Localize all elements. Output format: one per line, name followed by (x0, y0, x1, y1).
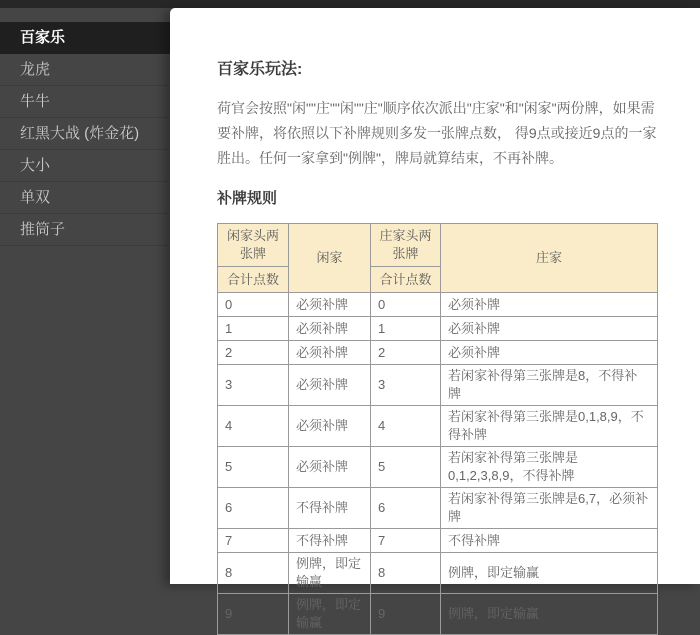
rules-section-title: 补牌规则 (217, 190, 278, 207)
banker-total-cell: 4 (371, 406, 441, 447)
banker-total-cell: 6 (371, 488, 441, 529)
player-rule-cell: 例牌，即定输赢 (289, 553, 371, 594)
player-total-cell: 8 (218, 553, 289, 594)
table-row (218, 553, 658, 594)
sidebar-item-odd-even[interactable]: 单双 (0, 182, 170, 214)
sidebar-item-baccarat[interactable]: 百家乐 (0, 22, 170, 54)
player-rule-cell: 不得补牌 (289, 529, 371, 553)
table-row (218, 406, 658, 447)
table-row (218, 293, 658, 317)
player-total-cell: 6 (218, 488, 289, 529)
header-banker-two-cards: 庄家头两张牌 (371, 224, 441, 267)
banker-rule-cell: 不得补牌 (441, 529, 658, 553)
banker-total-cell: 3 (371, 365, 441, 406)
banker-total-cell: 9 (371, 594, 441, 635)
player-total-cell: 0 (218, 293, 289, 317)
player-rule-cell: 必须补牌 (289, 406, 371, 447)
player-rule-cell: 必须补牌 (289, 317, 371, 341)
header-player: 闲家 (289, 224, 371, 293)
table-row (218, 594, 658, 635)
table-row (218, 341, 658, 365)
sidebar-item-tui-tongzi[interactable]: 推筒子 (0, 214, 170, 246)
sidebar-item-dragon-tiger[interactable]: 龙虎 (0, 54, 170, 86)
player-rule-cell: 例牌，即定输赢 (289, 594, 371, 635)
table-row (218, 317, 658, 341)
banker-total-cell: 2 (371, 341, 441, 365)
banker-total-cell: 1 (371, 317, 441, 341)
banker-rule-cell: 必须补牌 (441, 341, 658, 365)
player-total-cell: 9 (218, 594, 289, 635)
player-total-cell: 3 (218, 365, 289, 406)
page-title: 百家乐玩法: (217, 61, 303, 78)
header-banker: 庄家 (441, 224, 658, 293)
table-row (218, 365, 658, 406)
table-row (218, 447, 658, 488)
table-row (218, 488, 658, 529)
banker-rule-cell: 若闲家补得第三张牌是0,1,2,3,8,9，不得补牌 (441, 447, 658, 488)
table-row (218, 529, 658, 553)
sidebar-nav (0, 8, 170, 584)
player-total-cell: 2 (218, 341, 289, 365)
player-rule-cell: 必须补牌 (289, 341, 371, 365)
banker-rule-cell: 若闲家补得第三张牌是8，不得补牌 (441, 365, 658, 406)
banker-rule-cell: 若闲家补得第三张牌是0,1,8,9，不得补牌 (441, 406, 658, 447)
banker-total-cell: 7 (371, 529, 441, 553)
header-player-total: 合计点数 (218, 267, 289, 293)
player-total-cell: 5 (218, 447, 289, 488)
banker-total-cell: 5 (371, 447, 441, 488)
player-rule-cell: 必须补牌 (289, 447, 371, 488)
player-total-cell: 4 (218, 406, 289, 447)
banker-rule-cell: 必须补牌 (441, 293, 658, 317)
banker-rule-cell: 若闲家补得第三张牌是6,7，必须补牌 (441, 488, 658, 529)
sidebar-item-red-black-war[interactable]: 红黑大战 (炸金花) (0, 118, 170, 150)
banker-total-cell: 8 (371, 553, 441, 594)
game-description: 荷官会按照"闲""庄""闲""庄"顺序依次派出"庄家"和"闲家"两份牌，如果需要补牌，将依照以下补牌规则多发一张牌点数， 得9点或接近9点的一家胜出。任何一家拿到"例牌"，牌局就算结束，不再补牌。 (217, 100, 657, 166)
sidebar-item-niuniu[interactable]: 牛牛 (0, 86, 170, 118)
content-panel (170, 8, 700, 630)
banker-total-cell: 0 (371, 293, 441, 317)
header-player-two-cards: 闲家头两张牌 (218, 224, 289, 267)
banker-rule-cell: 例牌，即定输赢 (441, 553, 658, 594)
player-rule-cell: 必须补牌 (289, 365, 371, 406)
top-bar (0, 0, 700, 8)
player-rule-cell: 必须补牌 (289, 293, 371, 317)
player-rule-cell: 不得补牌 (289, 488, 371, 529)
player-total-cell: 1 (218, 317, 289, 341)
header-banker-total: 合计点数 (371, 267, 441, 293)
sidebar-item-big-small[interactable]: 大小 (0, 150, 170, 182)
banker-rule-cell: 例牌，即定输赢 (441, 594, 658, 635)
drawing-rules-table (217, 223, 658, 635)
player-total-cell: 7 (218, 529, 289, 553)
banker-rule-cell: 必须补牌 (441, 317, 658, 341)
